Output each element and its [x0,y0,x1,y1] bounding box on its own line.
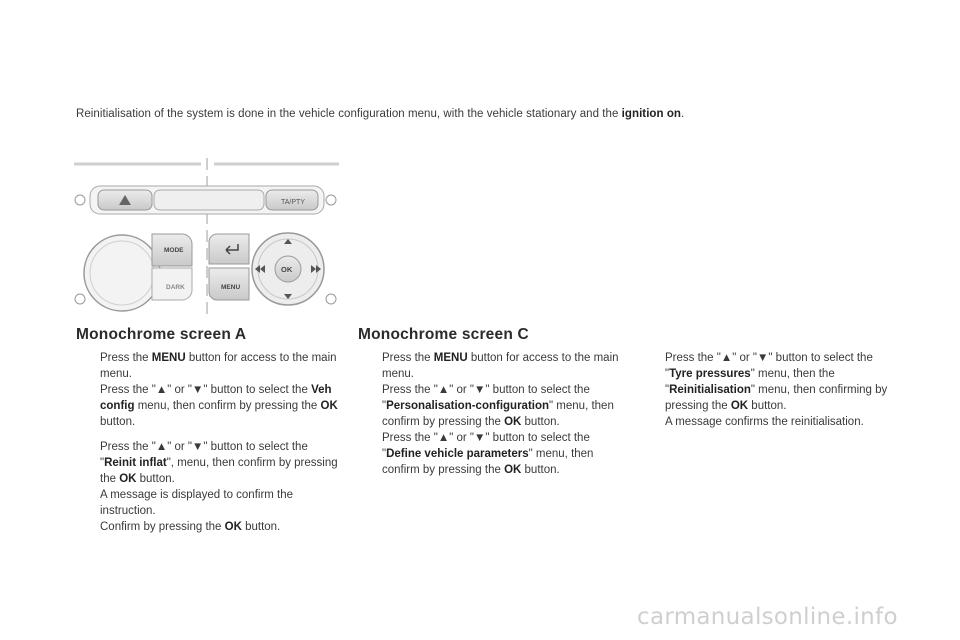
step-text: button. [241,521,281,533]
list-item [358,350,620,382]
list-item [641,350,901,430]
section-a-title: Monochrome screen A [76,326,247,343]
section-c-title: Monochrome screen C [358,326,529,343]
section-c-continued-steps [641,350,901,430]
step-bold: Veh config [100,384,332,412]
mode-label: MODE [164,247,184,254]
step-text: Press the "▲" or "▼" button to select the " [100,441,308,469]
step-text: Confirm by pressing the [100,521,225,533]
volume-knob[interactable] [84,235,160,311]
step-text: button. [521,416,560,428]
step-text: Press the [382,352,434,364]
step-bold: OK [224,521,242,533]
knob-dot-tl [75,195,85,205]
knob-dot-bl [75,294,85,304]
step-text: Press the "▲" or "▼" button to select the [100,384,312,396]
step-bold: Personalisation-configuration [386,400,550,412]
step-text: button. A message is displayed to confirm the instruction. [100,473,294,517]
step-text: ", menu, then confirm by pressing the [100,457,338,485]
step-text: button. [521,464,560,476]
step-bold: MENU [151,352,186,364]
list-item [76,350,338,382]
step-text: button for access to the main menu. [100,352,337,380]
center-bar-button[interactable] [154,190,264,210]
list-item [76,382,338,430]
step-text: Press the [100,352,152,364]
list-item [76,439,338,519]
step-text: Press the "▲" or "▼" button to select the " [382,432,590,460]
step-bold: Tyre pressures [669,368,751,380]
step-bold: OK [119,473,137,485]
step-text: " menu, then confirm by pressing the [382,448,594,476]
step-text: " menu, then confirm by pressing the [382,400,614,428]
knob-dot-tr [326,195,336,205]
step-text: menu, then confirm by pressing the [134,400,321,412]
dark-label: DARK [166,284,185,291]
step-text: button. A message confirms the reinitialisation. [665,400,864,428]
list-item [76,519,338,535]
step-text: Press the "▲" or "▼" button to select the " [665,352,873,380]
list-item [358,382,620,430]
intro-end: . [680,108,685,120]
step-text: " menu, then confirming by pressing the [665,384,888,412]
section-a-steps [76,350,338,535]
intro-bold-ignition-on: ignition on [621,108,681,120]
step-text: " menu, then the " [665,368,835,396]
step-text: button for access to the main menu. [382,352,619,380]
step-bold: OK [730,400,749,412]
ta-pty-label: TA/PTY [281,199,305,206]
intro-sentence: Reinitialisation of the system is done in the vehicle configuration menu, with the vehicle stationary and the [76,108,622,120]
step-bold: MENU [433,352,468,364]
step-bold: Reinitialisation [669,384,751,396]
step-bold: OK [504,416,522,428]
radio-control-panel [74,156,344,316]
step-bold: OK [320,400,338,412]
watermark-text: carmanualsonline.info [637,604,898,630]
step-bold: Define vehicle parameters [386,448,529,460]
menu-label: MENU [221,284,241,291]
back-button[interactable] [209,234,249,264]
intro-text [76,108,916,120]
knob-dot-br [326,294,336,304]
ok-label: OK [281,265,293,274]
step-text: button. [100,416,136,428]
control-panel-drawing [74,156,344,316]
step-text: Press the "▲" or "▼" button to select the " [382,384,590,412]
list-item [358,430,620,478]
section-c-steps [358,350,620,478]
step-bold: Reinit inflat [104,457,167,469]
step-bold: OK [504,464,522,476]
